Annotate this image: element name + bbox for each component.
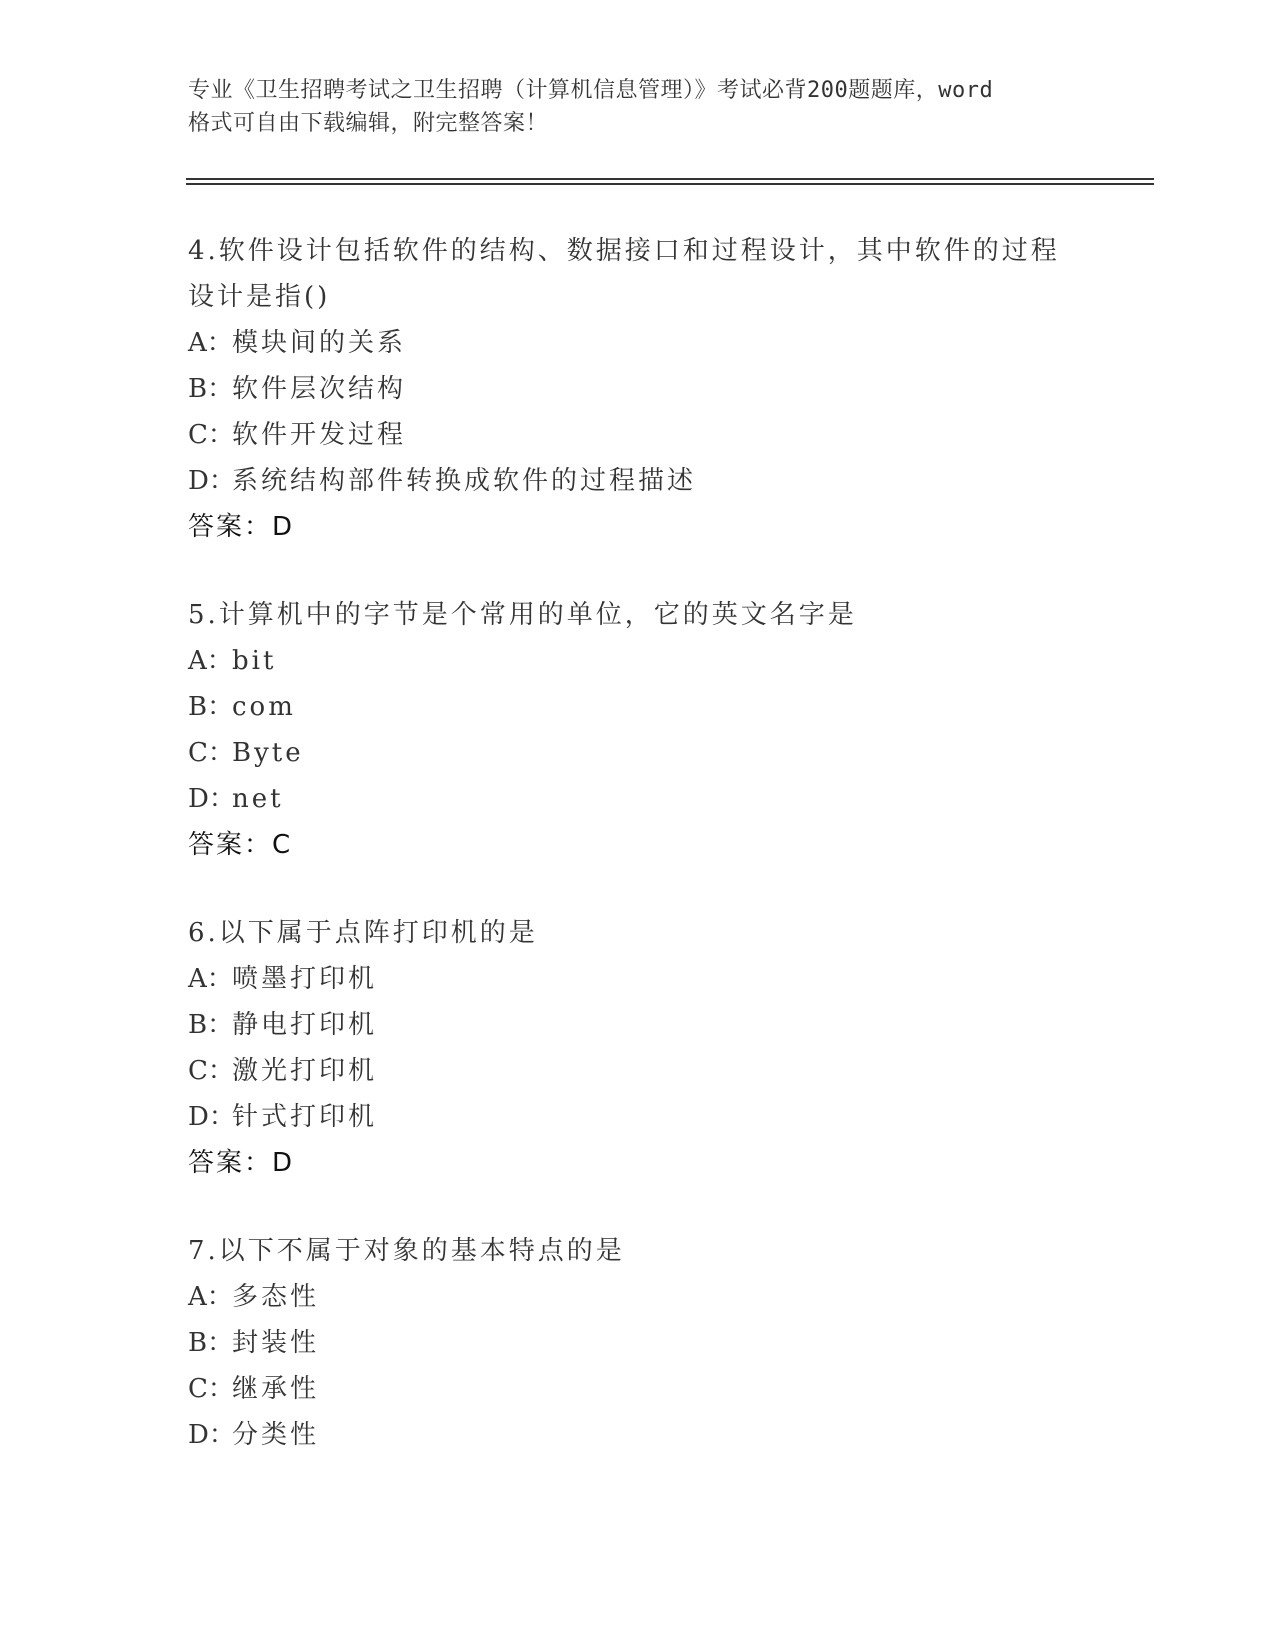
header-line-2: 格式可自由下载编辑，附完整答案！ <box>188 111 549 136</box>
question-6 <box>188 910 1118 1186</box>
header-divider-top <box>186 178 1154 180</box>
option-a <box>188 320 1118 366</box>
option-key: C： <box>188 738 234 768</box>
option-text: 软件开发过程 <box>232 420 407 450</box>
option-key: B： <box>188 692 234 722</box>
option-key: D： <box>188 1420 235 1450</box>
option-text: net <box>232 784 284 814</box>
option-b <box>188 1002 1118 1048</box>
question-stem: 7.以下不属于对象的基本特点的是 <box>188 1236 625 1266</box>
option-key: D： <box>188 1102 235 1132</box>
option-a <box>188 638 1118 684</box>
option-text: com <box>232 692 296 722</box>
option-d <box>188 1094 1118 1140</box>
option-key: D： <box>188 466 235 496</box>
option-text: 多态性 <box>232 1282 320 1312</box>
option-text: 系统结构部件转换成软件的过程描述 <box>232 466 697 496</box>
option-b <box>188 1320 1118 1366</box>
question-stem: 4.软件设计包括软件的结构、数据接口和过程设计，其中软件的过程 <box>188 236 1060 266</box>
question-5 <box>188 592 1118 868</box>
option-key: A： <box>188 646 233 676</box>
option-key: D： <box>188 784 235 814</box>
answer-label: 答案：C <box>188 830 293 860</box>
question-stem: 5.计算机中的字节是个常用的单位，它的英文名字是 <box>188 600 857 630</box>
question-stem-continued: 设计是指() <box>188 282 331 312</box>
document-header <box>188 74 1088 140</box>
option-b <box>188 684 1118 730</box>
option-key: A： <box>188 964 233 994</box>
option-key: C： <box>188 1374 234 1404</box>
option-c <box>188 730 1118 776</box>
option-key: A： <box>188 328 233 358</box>
option-text: 分类性 <box>232 1420 320 1450</box>
answer-label: 答案：D <box>188 512 295 542</box>
header-line-1: 专业《卫生招聘考试之卫生招聘（计算机信息管理）》考试必背200题题库，word <box>188 78 994 103</box>
option-text: 喷墨打印机 <box>232 964 378 994</box>
option-text: 封装性 <box>232 1328 320 1358</box>
question-stem: 6.以下属于点阵打印机的是 <box>188 918 538 948</box>
option-key: B： <box>188 1010 234 1040</box>
option-c <box>188 412 1118 458</box>
option-text: 针式打印机 <box>232 1102 378 1132</box>
option-text: 静电打印机 <box>232 1010 378 1040</box>
option-key: B： <box>188 374 234 404</box>
question-4 <box>188 228 1118 550</box>
option-text: 激光打印机 <box>232 1056 378 1086</box>
option-key: C： <box>188 420 234 450</box>
option-c <box>188 1048 1118 1094</box>
option-b <box>188 366 1118 412</box>
option-text: bit <box>232 646 277 676</box>
answer-label: 答案：D <box>188 1148 295 1178</box>
option-d <box>188 776 1118 822</box>
option-d <box>188 458 1118 504</box>
header-divider-bottom <box>186 183 1154 185</box>
option-text: Byte <box>232 738 304 768</box>
option-key: A： <box>188 1282 233 1312</box>
option-a <box>188 956 1118 1002</box>
option-text: 模块间的关系 <box>232 328 407 358</box>
option-d <box>188 1412 1118 1458</box>
option-text: 软件层次结构 <box>232 374 407 404</box>
option-text: 继承性 <box>232 1374 320 1404</box>
question-7 <box>188 1228 1118 1458</box>
option-a <box>188 1274 1118 1320</box>
option-c <box>188 1366 1118 1412</box>
question-list <box>188 228 1118 1500</box>
option-key: B： <box>188 1328 234 1358</box>
option-key: C： <box>188 1056 234 1086</box>
